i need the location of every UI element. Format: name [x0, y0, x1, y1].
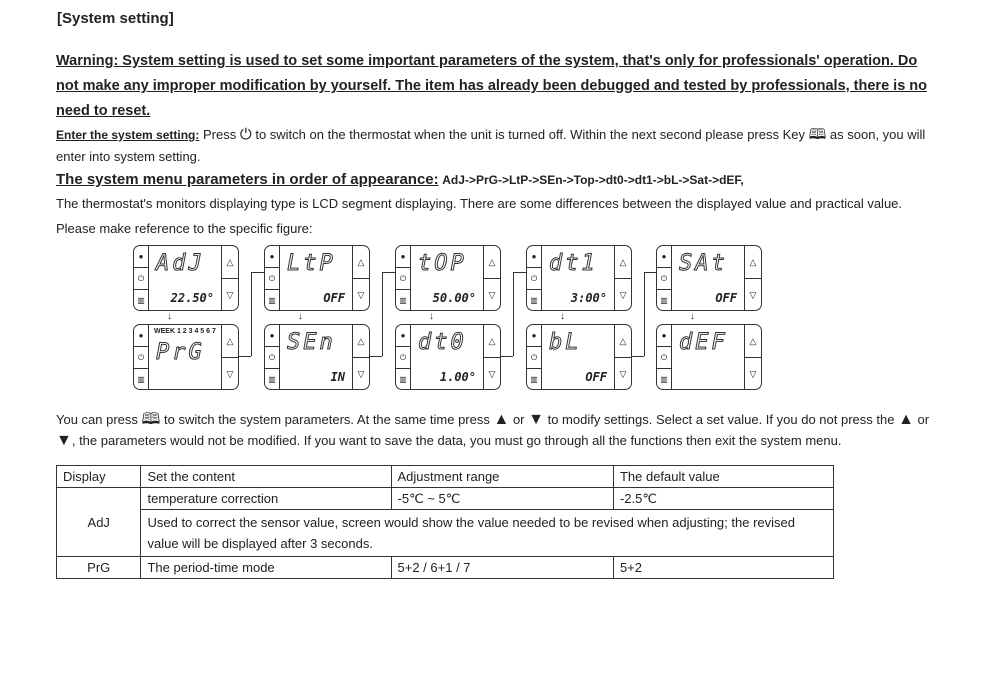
down-triangle-icon: ▼ — [528, 411, 544, 428]
header-cell: Set the content — [141, 466, 391, 488]
up-arrow-icon: △ — [484, 325, 500, 358]
table-row — [57, 488, 834, 510]
lcd-panel — [656, 324, 762, 390]
lcd-value: OFF — [323, 291, 345, 305]
lcd-main-text: AdJ — [156, 251, 205, 276]
connector-line — [644, 272, 645, 356]
lcd-note: The thermostat's monitors displaying type is LCD segment displaying. There are some differences between the displayed value and practical value. — [56, 196, 903, 211]
power-icon: ⏻ — [657, 347, 671, 369]
up-triangle-icon: ▲ — [898, 411, 914, 428]
connector-line — [513, 272, 514, 356]
enter-setting-paragraph — [56, 124, 936, 167]
book-icon: ▥ — [137, 296, 145, 305]
left-buttons — [134, 246, 149, 310]
text: or — [509, 412, 529, 427]
left-buttons — [527, 246, 542, 310]
down-arrow-icon: ▽ — [619, 369, 627, 379]
up-arrow-icon: △ — [745, 246, 761, 279]
down-arrow-connector: ↓ — [690, 311, 695, 322]
dot-icon: ● — [657, 325, 671, 347]
dot-icon: ● — [657, 246, 671, 268]
down-arrow-icon: ▽ — [619, 290, 627, 300]
up-arrow-icon: △ — [222, 325, 238, 358]
book-icon: 🕮 — [808, 126, 827, 143]
power-icon: ⏻ — [265, 268, 279, 290]
power-icon: ⏻ — [396, 268, 410, 290]
lcd-panel — [526, 324, 632, 390]
content-cell: temperature correction — [141, 488, 391, 510]
header-cell: Adjustment range — [391, 466, 613, 488]
lcd-value: 50.00° — [432, 291, 476, 305]
dot-icon: ● — [527, 325, 541, 347]
power-icon: ⏻ — [527, 347, 541, 369]
lcd-main-text: LtP — [287, 251, 336, 276]
lcd-panel — [656, 245, 762, 311]
reference-note: Please make reference to the specific figure: — [56, 221, 313, 236]
book-icon: ▥ — [268, 296, 276, 305]
parameter-table — [56, 465, 834, 579]
lcd-panel — [133, 245, 239, 311]
default-cell: 5+2 — [613, 557, 833, 579]
header-cell: The default value — [613, 466, 833, 488]
dot-icon: ● — [527, 246, 541, 268]
right-buttons — [744, 246, 761, 310]
down-arrow-connector: ↓ — [167, 311, 172, 322]
down-arrow-connector: ↓ — [560, 311, 565, 322]
table-row — [57, 557, 834, 579]
right-buttons — [483, 246, 500, 310]
content-cell: The period-time mode — [141, 557, 391, 579]
lcd-value: 3:00° — [570, 291, 607, 305]
left-buttons — [657, 246, 672, 310]
up-arrow-icon: △ — [353, 246, 369, 279]
connector-line — [501, 356, 513, 357]
range-cell: -5℃ ~ 5℃ — [391, 488, 613, 510]
down-arrow-icon: ▽ — [488, 290, 496, 300]
dot-icon: ● — [265, 246, 279, 268]
left-buttons — [134, 325, 149, 389]
connector-line — [632, 356, 644, 357]
right-buttons — [614, 325, 631, 389]
right-buttons — [221, 325, 238, 389]
book-icon: ▥ — [137, 375, 145, 384]
lcd-main-text: SAt — [679, 251, 728, 276]
connector-line — [370, 356, 382, 357]
connector-line — [644, 272, 657, 273]
lcd-panel — [133, 324, 239, 390]
lcd-panel — [526, 245, 632, 311]
dot-icon: ● — [134, 246, 148, 268]
down-arrow-icon: ▽ — [488, 369, 496, 379]
left-buttons — [265, 246, 280, 310]
down-arrow-icon: ▽ — [357, 369, 365, 379]
dot-icon: ● — [396, 246, 410, 268]
display-cell: PrG — [57, 557, 141, 579]
up-arrow-icon: △ — [484, 246, 500, 279]
left-buttons — [396, 325, 411, 389]
text: as soon, you will enter into system setting. — [56, 127, 926, 164]
warning-text: Warning: System setting is used to set some important parameters of the system, that's only for professionals' operation. Do not make any improper modification by yourself. The item has already been debugged and tested by professionals, there is no need to reset. — [56, 53, 928, 119]
lcd-main-text: SEn — [287, 330, 336, 355]
connector-line — [513, 272, 526, 273]
up-arrow-icon: △ — [745, 325, 761, 358]
text: You can press — [56, 412, 142, 427]
up-arrow-icon: △ — [615, 325, 631, 358]
document-body — [56, 0, 936, 579]
down-arrow-icon: ▽ — [226, 369, 234, 379]
up-triangle-icon: ▲ — [493, 411, 510, 428]
display-cell: AdJ — [57, 488, 141, 557]
lcd-value: IN — [330, 370, 345, 384]
connector-line — [382, 272, 395, 273]
down-arrow-icon: ▽ — [749, 369, 757, 379]
header-cell: Display — [57, 466, 141, 488]
power-icon: ⏻ — [239, 126, 252, 143]
power-icon: ⏻ — [265, 347, 279, 369]
book-icon: ▥ — [399, 375, 407, 384]
week-indicator: WEEK 1 2 3 4 5 6 7 — [154, 328, 216, 335]
lcd-value: OFF — [585, 370, 607, 384]
text: Press — [199, 127, 240, 142]
right-buttons — [483, 325, 500, 389]
dot-icon: ● — [396, 325, 410, 347]
lcd-panel — [264, 245, 370, 311]
lcd-panel — [264, 324, 370, 390]
lcd-value: OFF — [715, 291, 737, 305]
book-icon: ▥ — [399, 296, 407, 305]
lcd-main-text: bL — [549, 330, 582, 355]
text: , the parameters would not be modified. If you want to save the data, you must go through all the functions then exit the system menu. — [71, 433, 842, 448]
power-icon: ⏻ — [527, 268, 541, 290]
down-arrow-icon: ▽ — [749, 290, 757, 300]
menu-heading: The system menu parameters in order of appearance: — [56, 171, 439, 188]
up-arrow-icon: △ — [615, 246, 631, 279]
book-icon: ▥ — [530, 375, 538, 384]
right-buttons — [744, 325, 761, 389]
connector-line — [251, 272, 264, 273]
down-arrow-icon: ▽ — [357, 290, 365, 300]
down-triangle-icon: ▼ — [56, 432, 72, 449]
lcd-value: 1.00° — [439, 370, 476, 384]
dot-icon: ● — [265, 325, 279, 347]
lcd-panel — [395, 324, 501, 390]
lcd-panel — [395, 245, 501, 311]
lcd-main-text: dEF — [679, 330, 728, 355]
usage-paragraph — [56, 409, 936, 451]
up-arrow-icon: △ — [222, 246, 238, 279]
range-cell: 5+2 / 6+1 / 7 — [391, 557, 613, 579]
menu-paragraph — [56, 169, 936, 191]
connector-line — [239, 356, 251, 357]
note-cell: Used to correct the sensor value, screen would show the value needed to be revised when adjusting; the revised value will be displayed after 3 seconds. — [141, 510, 834, 557]
book-icon: ▥ — [660, 296, 668, 305]
table-row — [57, 510, 834, 557]
section-title: [System setting] — [57, 10, 174, 27]
power-icon: ⏻ — [134, 268, 148, 290]
lcd-main-text: PrG — [156, 340, 205, 365]
power-icon: ⏻ — [657, 268, 671, 290]
up-arrow-icon: △ — [353, 325, 369, 358]
text: to modify settings. Select a set value. If you do not press the — [543, 412, 899, 427]
down-arrow-connector: ↓ — [298, 311, 303, 322]
lcd-figure — [56, 245, 936, 395]
lcd-main-text: dt0 — [418, 330, 467, 355]
connector-line — [382, 272, 383, 356]
book-icon: 🕮 — [141, 411, 161, 428]
dot-icon: ● — [134, 325, 148, 347]
lcd-main-text: tOP — [418, 251, 467, 276]
right-buttons — [352, 325, 369, 389]
left-buttons — [396, 246, 411, 310]
default-cell: -2.5℃ — [613, 488, 833, 510]
text: or — [913, 412, 930, 427]
menu-sequence: AdJ->PrG->LtP->SEn->Top->dt0->dt1->bL->Sat->dEF, — [442, 173, 744, 187]
power-icon: ⏻ — [134, 347, 148, 369]
left-buttons — [527, 325, 542, 389]
left-buttons — [657, 325, 672, 389]
enter-setting-label: Enter the system setting: — [56, 128, 200, 142]
left-buttons — [265, 325, 280, 389]
book-icon: ▥ — [660, 375, 668, 384]
lcd-value: 22.50° — [170, 291, 214, 305]
text: to switch on the thermostat when the unit is turned off. Within the next second please press Key — [251, 127, 809, 142]
right-buttons — [352, 246, 369, 310]
power-icon: ⏻ — [396, 347, 410, 369]
right-buttons — [614, 246, 631, 310]
lcd-main-text: dt1 — [549, 251, 598, 276]
text: to switch the system parameters. At the same time press — [160, 412, 494, 427]
table-header-row — [57, 466, 834, 488]
book-icon: ▥ — [530, 296, 538, 305]
connector-line — [251, 272, 252, 356]
right-buttons — [221, 246, 238, 310]
book-icon: ▥ — [268, 375, 276, 384]
down-arrow-icon: ▽ — [226, 290, 234, 300]
down-arrow-connector: ↓ — [429, 311, 434, 322]
